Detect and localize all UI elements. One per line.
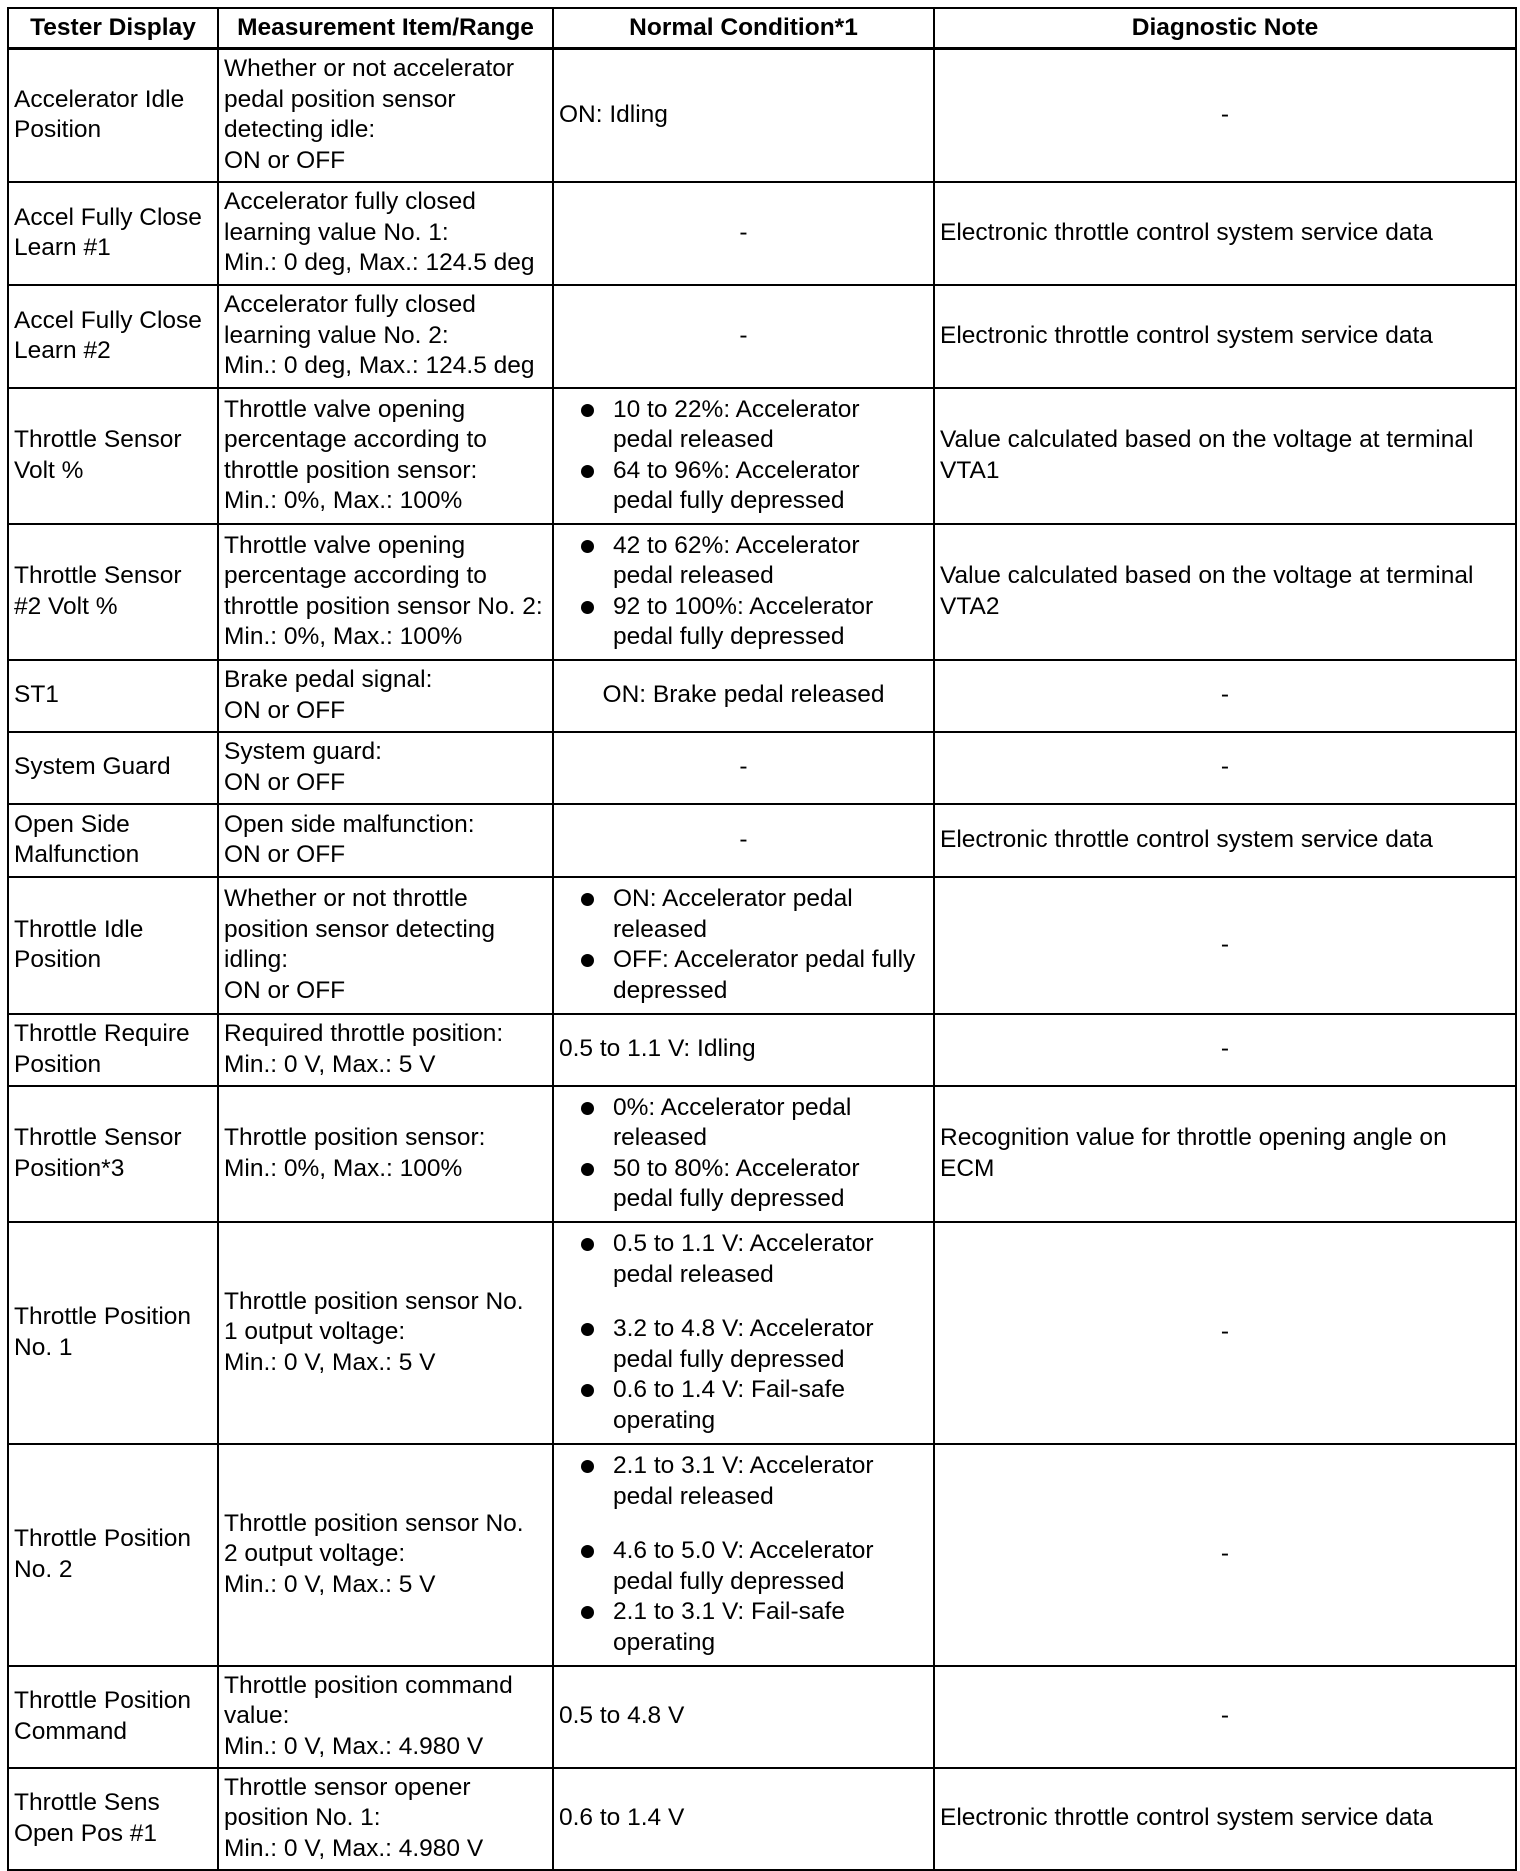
cell-tester-display [8,1666,218,1768]
text-line: 0%: Accelerator pedal [613,1093,852,1121]
text-line: Min.: 0 V, Max.: 5 V [224,1050,436,1078]
cell-measurement-item [218,182,553,285]
cell-normal-condition [553,388,934,524]
cell-measurement-item [218,1666,553,1768]
text-line: Accel Fully Close [14,203,202,231]
text-line: - [739,321,748,349]
text-line: Accelerator Idle [14,85,185,113]
cell-diagnostic-note [934,524,1516,660]
text-line: VTA1 [940,456,1000,484]
header-measurement-item: Measurement Item/Range [218,8,553,49]
table-row [8,1086,1516,1222]
condition-list-item [581,1229,928,1290]
condition-list-item [581,945,928,1006]
text-line: 10 to 22%: Accelerator [613,395,860,423]
table-body [8,49,1516,1870]
text-line: throttle position sensor: [224,456,478,484]
cell-normal-condition [553,1444,934,1666]
cell-tester-display [8,1086,218,1222]
table-row [8,1666,1516,1768]
condition-list-item [581,1093,928,1154]
cell-normal-condition [553,1666,934,1768]
text-line: Min.: 0 V, Max.: 4.980 V [224,1732,484,1760]
cell-tester-display [8,1444,218,1666]
text-line: pedal fully depressed [613,623,845,650]
text-line: OFF: Accelerator pedal fully [613,946,916,973]
text-line: 2.1 to 3.1 V: Accelerator [613,1452,874,1479]
header-tester-display: Tester Display [8,8,218,49]
text-line: Throttle Position [14,1525,192,1552]
cell-normal-condition [553,285,934,388]
text-line: learning value No. 2: [224,321,449,349]
text-line: pedal released [613,1260,774,1288]
table-row [8,388,1516,524]
text-line: ON or OFF [224,146,346,174]
cell-normal-condition [553,182,934,285]
cell-measurement-item [218,1222,553,1444]
cell-normal-condition [553,1222,934,1444]
condition-list-item [581,1536,928,1597]
text-line: throttle position sensor No. 2: [224,592,543,620]
table-row [8,1222,1516,1444]
text-line: Position [14,946,102,973]
cell-normal-condition [553,1086,934,1222]
table-row [8,877,1516,1014]
text-line: Throttle Sensor [14,426,182,453]
text-line: pedal fully depressed [613,1345,845,1373]
text-line: pedal released [613,562,774,589]
cell-diagnostic-note [934,1014,1516,1086]
text-line: 0.6 to 1.4 V [559,1804,685,1832]
text-line: 0.6 to 1.4 V: Fail-safe [613,1376,845,1403]
text-line: Throttle position sensor No. [224,1509,524,1537]
cell-measurement-item [218,388,553,524]
text-line: Throttle Idle [14,915,144,943]
text-line: 42 to 62%: Accelerator [613,531,860,559]
cell-measurement-item [218,732,553,804]
text-line: 1 output voltage: [224,1318,406,1346]
text-line: No. 1 [14,1333,73,1361]
cell-tester-display [8,524,218,660]
cell-diagnostic-note [934,388,1516,524]
text-line: Accelerator fully closed [224,291,476,319]
data-list-table [7,7,1517,1871]
cell-measurement-item [218,877,553,1014]
cell-measurement-item [218,285,553,388]
text-line: Throttle Sensor [14,1124,182,1151]
text-line: Min.: 0 V, Max.: 4.980 V [224,1834,484,1862]
text-line: - [1220,753,1230,781]
text-line: - [1220,1702,1230,1730]
text-line: - [739,218,748,246]
text-line: Position*3 [14,1154,125,1182]
text-line: 3.2 to 4.8 V: Accelerator [613,1315,874,1342]
condition-list [559,884,928,1006]
text-line: ON: Accelerator pedal [613,885,853,912]
text-line: Accelerator fully closed [224,188,476,216]
text-line: operating [613,1406,716,1434]
text-line: 0.5 to 4.8 V [559,1702,685,1730]
text-line: Whether or not accelerator [224,55,515,83]
condition-list-item [581,531,928,592]
cell-tester-display [8,285,218,388]
condition-list [559,1451,928,1658]
table-row [8,182,1516,285]
cell-diagnostic-note [934,804,1516,877]
cell-measurement-item [218,1014,553,1086]
cell-normal-condition [553,732,934,804]
text-line: Throttle Sensor [14,562,182,589]
text-line: 64 to 96%: Accelerator [613,456,860,484]
text-line: ON or OFF [224,976,346,1004]
table-row [8,804,1516,877]
text-line: released [613,915,707,943]
text-line: - [1220,1318,1230,1346]
text-line: Min.: 0%, Max.: 100% [224,1154,463,1182]
table-row [8,1444,1516,1666]
cell-diagnostic-note [934,1086,1516,1222]
text-line: Throttle valve opening [224,395,466,423]
text-line: - [1220,1035,1230,1063]
text-line: position No. 1: [224,1804,381,1832]
text-line: percentage according to [224,426,487,453]
text-line: value: [224,1702,290,1730]
cell-tester-display [8,732,218,804]
text-line: pedal fully depressed [613,1185,845,1212]
cell-diagnostic-note [934,49,1516,182]
text-line: ST1 [14,681,59,709]
table-header-row [8,8,1516,49]
cell-diagnostic-note [934,1666,1516,1768]
header-normal-condition: Normal Condition*1 [553,8,934,49]
text-line: Value calculated based on the voltage at terminal [940,562,1474,589]
cell-tester-display [8,1222,218,1444]
cell-tester-display [8,877,218,1014]
text-line: No. 2 [14,1555,73,1583]
table-row [8,660,1516,732]
text-line: - [1220,930,1230,958]
table-row [8,732,1516,804]
cell-normal-condition [553,1014,934,1086]
text-line: Command [14,1717,128,1745]
text-line: Min.: 0%, Max.: 100% [224,487,463,514]
text-line: Throttle Position [14,1687,192,1714]
text-line: ECM [940,1154,995,1182]
text-line: Electronic throttle control system service data [940,321,1433,349]
cell-tester-display [8,1014,218,1086]
condition-list-item [581,592,928,653]
cell-normal-condition [553,804,934,877]
cell-tester-display [8,388,218,524]
text-line: ON or OFF [224,696,346,724]
cell-normal-condition [553,49,934,182]
condition-list [559,395,928,517]
text-line: pedal position sensor [224,85,456,113]
text-line: Throttle position command [224,1671,513,1699]
text-line: Open Side [14,810,130,838]
text-line: Throttle Require [14,1020,190,1047]
text-line: pedal released [613,1482,774,1510]
text-line: position sensor detecting [224,915,496,943]
text-line: Recognition value for throttle opening angle on [940,1124,1447,1151]
text-line: - [1220,101,1230,128]
table-row [8,524,1516,660]
cell-measurement-item [218,1086,553,1222]
text-line: Learn #2 [14,337,111,364]
cell-diagnostic-note [934,1222,1516,1444]
condition-list-item [581,1314,928,1375]
text-line: 92 to 100%: Accelerator [613,592,874,620]
text-line: Min.: 0 V, Max.: 5 V [224,1570,436,1598]
text-line: Malfunction [14,841,140,868]
cell-diagnostic-note [934,732,1516,804]
cell-tester-display [8,660,218,732]
text-line: 0.5 to 1.1 V: Accelerator [613,1230,874,1257]
text-line: learning value No. 1: [224,218,449,246]
text-line: Volt % [14,456,84,484]
cell-normal-condition [553,877,934,1014]
text-line: depressed [613,976,728,1004]
text-line: Electronic throttle control system service data [940,1804,1433,1832]
text-line: - [739,753,748,781]
text-line: pedal fully depressed [613,1567,845,1595]
condition-list-item [581,395,928,456]
cell-diagnostic-note [934,877,1516,1014]
cell-measurement-item [218,660,553,732]
text-line: Learn #1 [14,234,111,261]
text-line: - [1220,1540,1230,1568]
cell-normal-condition [553,1768,934,1870]
cell-measurement-item [218,1444,553,1666]
text-line: Value calculated based on the voltage at terminal [940,426,1474,453]
cell-diagnostic-note [934,1768,1516,1870]
table-row [8,1768,1516,1870]
text-line: Electronic throttle control system service data [940,825,1433,853]
text-line: Position [14,116,102,144]
text-line: 2 output voltage: [224,1540,406,1568]
text-line: 4.6 to 5.0 V: Accelerator [613,1537,874,1564]
cell-tester-display [8,182,218,285]
text-line: System Guard [14,753,171,781]
text-line: operating [613,1628,716,1656]
text-line: Throttle Sens [14,1789,160,1816]
cell-measurement-item [218,524,553,660]
text-line: Throttle position sensor: [224,1124,486,1151]
text-line: Accel Fully Close [14,306,202,334]
text-line: Brake pedal signal: [224,666,433,693]
condition-list-item [581,884,928,945]
cell-normal-condition [553,524,934,660]
text-line: Electronic throttle control system service data [940,218,1433,246]
text-line: ON: Brake pedal released [602,681,885,709]
table-row [8,1014,1516,1086]
text-line: - [1220,681,1230,709]
cell-measurement-item [218,804,553,877]
text-line: VTA2 [940,592,1000,620]
text-line: Min.: 0 V, Max.: 5 V [224,1348,436,1376]
text-line: 0.5 to 1.1 V: Idling [559,1035,756,1063]
text-line: Open Pos #1 [14,1819,158,1847]
text-line: 2.1 to 3.1 V: Fail-safe [613,1598,845,1625]
header-diagnostic-note: Diagnostic Note [934,8,1516,49]
text-line: ON or OFF [224,768,346,796]
text-line: Throttle sensor opener [224,1773,471,1801]
text-line: 50 to 80%: Accelerator [613,1154,860,1182]
text-line: Min.: 0 deg, Max.: 124.5 deg [224,249,535,277]
cell-diagnostic-note [934,285,1516,388]
condition-list-item [581,1154,928,1215]
condition-list-item [581,1597,928,1658]
text-line: ON: Idling [559,101,668,128]
condition-list-item [581,456,928,517]
cell-diagnostic-note [934,1444,1516,1666]
text-line: #2 Volt % [14,592,118,620]
text-line: idling: [224,946,289,973]
cell-tester-display [8,49,218,182]
condition-list [559,1229,928,1436]
table-row [8,285,1516,388]
condition-list [559,1093,928,1215]
text-line: Throttle valve opening [224,531,466,559]
text-line: Min.: 0%, Max.: 100% [224,623,463,650]
cell-diagnostic-note [934,182,1516,285]
condition-list-item [581,1451,928,1512]
text-line: Whether or not throttle [224,885,468,912]
cell-measurement-item [218,1768,553,1870]
text-line: Open side malfunction: [224,810,475,838]
cell-normal-condition [553,660,934,732]
cell-tester-display [8,1768,218,1870]
text-line: Throttle Position [14,1303,192,1330]
cell-diagnostic-note [934,660,1516,732]
text-line: System guard: [224,738,382,765]
table-row [8,49,1516,182]
text-line: - [739,825,748,853]
text-line: Required throttle position: [224,1020,504,1047]
text-line: ON or OFF [224,841,346,868]
text-line: percentage according to [224,562,487,589]
text-line: Min.: 0 deg, Max.: 124.5 deg [224,352,535,380]
text-line: pedal fully depressed [613,487,845,514]
text-line: Position [14,1050,102,1078]
condition-list [559,531,928,653]
text-line: Throttle position sensor No. [224,1287,524,1315]
text-line: released [613,1124,707,1151]
cell-tester-display [8,804,218,877]
cell-measurement-item [218,49,553,182]
text-line: detecting idle: [224,116,376,144]
condition-list-item [581,1375,928,1436]
data-list-sheet [7,7,1515,1871]
text-line: pedal released [613,426,774,453]
